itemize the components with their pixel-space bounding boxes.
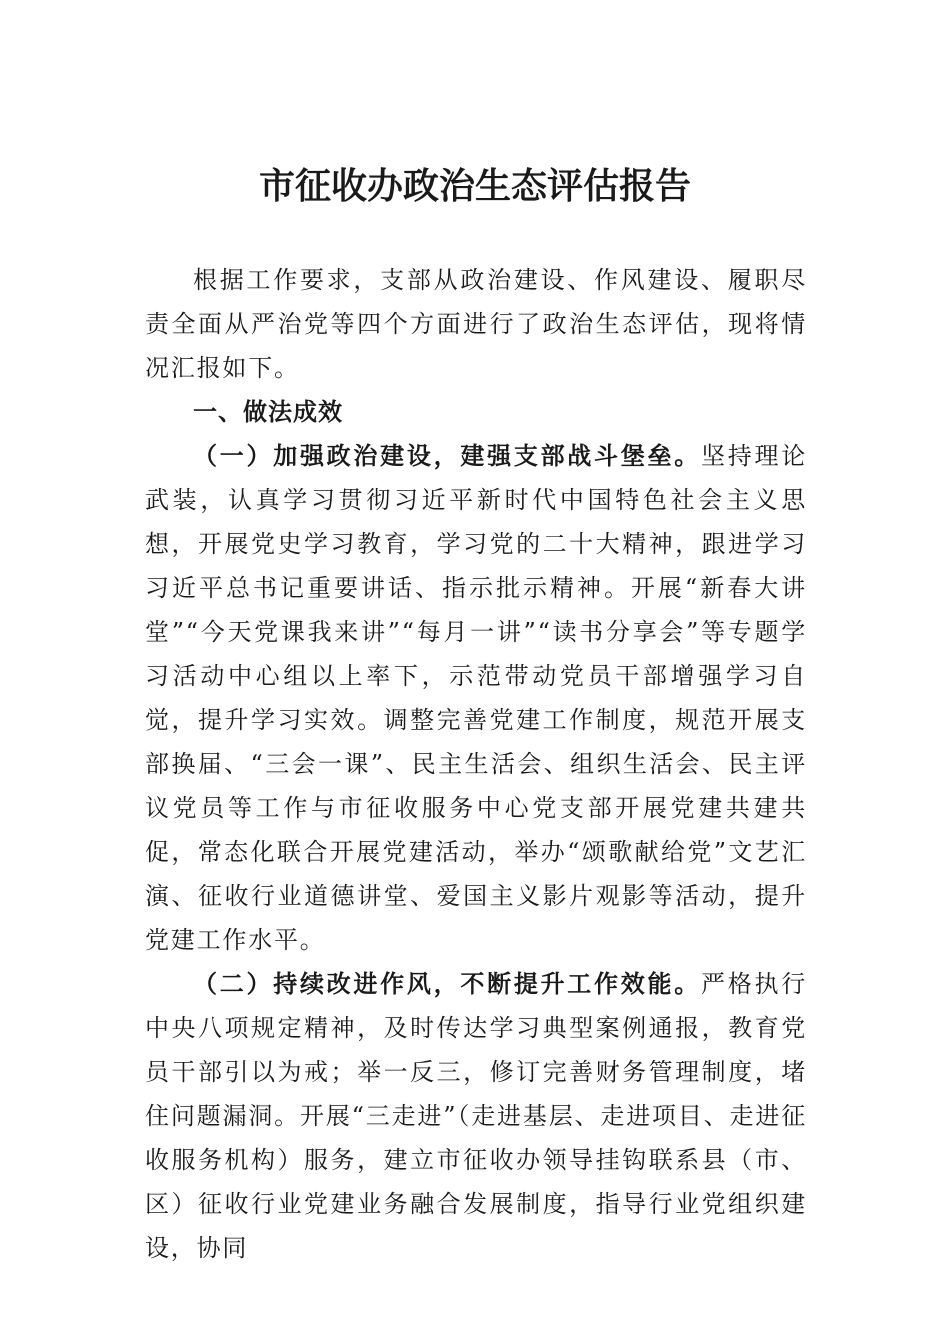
section-item-1-body: 坚持理论武装，认真学习贯彻习近平新时代中国特色社会主义思想，开展党史学习教育，学习党的二十大精神，跟进学习习近平总书记重要讲话、指示批示精神。开展“新春大讲堂”“今天党课我来讲”“每月一讲”“读书分享会”等专题学习活动中心组以上率下，示范带动党员干部增强学习自觉，提升学习实效。调整完善党建工作制度，规范开展支部换届、“三会一课”、民主生活会、组织生活会、民主评议党员等工作与市征收服务中心党支部开展党建共建共促，常态化联合开展党建活动，举办“颂歌献给党”文艺汇演、征收行业道德讲堂、爱国主义影片观影等活动，提升党建工作水平。: [145, 442, 807, 954]
section-item-1: [145, 434, 807, 962]
section-item-1-lead: （一）加强政治建设，建强支部战斗堡垒。: [193, 441, 701, 470]
intro-paragraph: 根据工作要求，支部从政治建设、作风建设、履职尽责全面从严治党等四个方面进行了政治生态评估，现将情况汇报如下。: [145, 266, 807, 382]
section-item-2-lead: （二）持续改进作风，不断提升工作效能。: [193, 969, 701, 998]
section-item-2: [145, 962, 807, 1270]
section-item-2-body: 严格执行中央八项规定精神，及时传达学习典型案例通报，教育党员干部引以为戒；举一反三，修订完善财务管理制度，堵住问题漏洞。开展“三走进”（走进基层、走进项目、走进征收服务机构）服务，建立市征收办领导挂钩联系县（市、区）征收行业党建业务融合发展制度，指导行业党组织建设，协同: [145, 970, 807, 1262]
document-title: 市征收办政治生态评估报告: [258, 165, 691, 207]
section-heading: 一、做法成效: [193, 398, 343, 426]
document-body: [145, 258, 807, 1270]
